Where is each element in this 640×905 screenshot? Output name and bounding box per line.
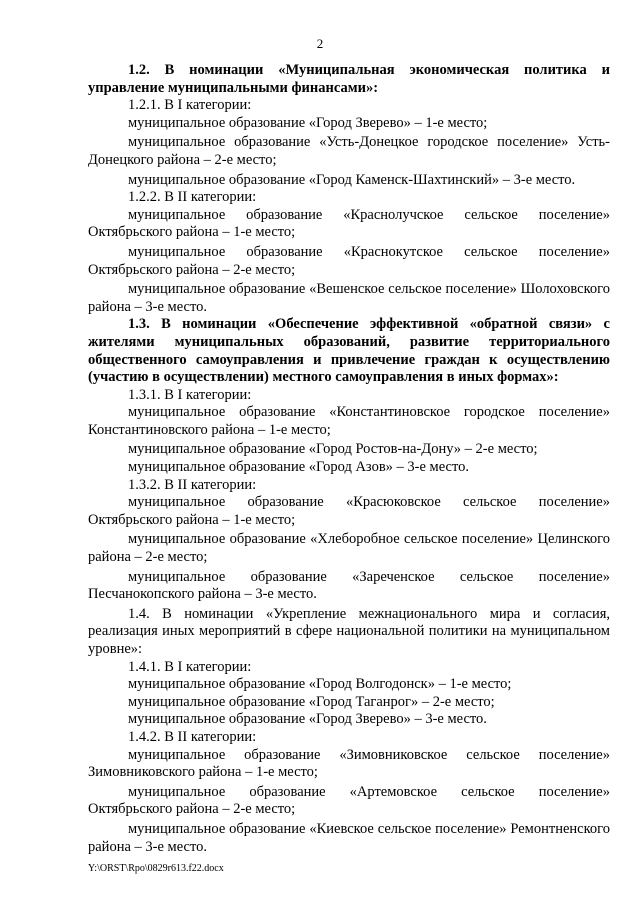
list-item: муниципальное образование «Вешенское сельское поселение» Шолоховского района – 3-е место. (88, 281, 610, 315)
list-item: муниципальное образование «Зареченское сельское поселение» Песчанокопского района – 3-е место. (88, 568, 610, 603)
category-1-4-2: 1.4.2. В II категории: (128, 728, 257, 745)
list-item: муниципальное образование «Краснолучское сельское поселение» Октябрьского района – 1-е место; (88, 206, 610, 241)
list-item: муниципальное образование «Краснокутское сельское поселение» Октябрьского района – 2-е место; (88, 243, 610, 278)
list-item: муниципальное образование «Зимовниковское сельское поселение» Зимовниковского района – 1-е место; (88, 746, 610, 781)
document-body (88, 62, 610, 856)
list-item: муниципальное образование «Город Ростов-на-Дону» – 2-е место; (128, 441, 538, 458)
category-1-2-2: 1.2.2. В II категории: (128, 189, 257, 206)
list-item: муниципальное образование «Город Волгодонск» – 1-е место; (128, 676, 512, 693)
category-1-2-1: 1.2.1. В I категории: (128, 97, 252, 114)
file-path-footer: Y:\ORST\Rpo\0829r613.f22.docx (88, 863, 224, 874)
list-item: муниципальное образование «Константиновское городское поселение» Константиновского района – 1-е место; (88, 404, 610, 438)
nomination-1-2-heading: 1.2. В номинации «Муниципальная экономическая политика и управление муниципальными финансами»: (88, 62, 610, 96)
list-item: муниципальное образование «Хлеборобное сельское поселение» Целинского района – 2-е место; (88, 531, 610, 566)
category-1-4-1: 1.4.1. В I категории: (128, 658, 252, 675)
list-item: муниципальное образование «Город Каменск-Шахтинский» – 3-е место. (128, 171, 576, 188)
list-item: муниципальное образование «Артемовское сельское поселение» Октябрьского района – 2-е место; (88, 783, 610, 818)
page-number: 2 (316, 36, 324, 51)
nomination-1-4-heading: 1.4. В номинации «Укрепление межнационального мира и согласия, реализация иных мероприятий в сфере национальной политики на муниципальном уровне»: (88, 605, 610, 657)
list-item: муниципальное образование «Красюковское сельское поселение» Октябрьского района – 1-е место; (88, 494, 610, 528)
list-item: муниципальное образование «Город Азов» – 3-е место. (128, 459, 469, 476)
list-item: муниципальное образование «Киевское сельское поселение» Ремонтненского района – 3-е место. (88, 820, 610, 855)
list-item: муниципальное образование «Усть-Донецкое городское поселение» Усть-Донецкого района – 2-е место; (88, 134, 610, 168)
nomination-1-3-heading: 1.3. В номинации «Обеспечение эффективной «обратной связи» с жителями муниципальных образований, развитие территориального общественного самоуправления и привлечение граждан к осуществлению (участию в осуществлении) местного самоуправления в иных формах»: (88, 316, 610, 386)
list-item: муниципальное образование «Город Зверево» – 3-е место. (128, 711, 487, 728)
list-item: муниципальное образование «Город Зверево» – 1-е место; (128, 114, 488, 131)
category-1-3-1: 1.3.1. В I категории: (128, 386, 252, 403)
category-1-3-2: 1.3.2. В II категории: (128, 476, 257, 493)
list-item: муниципальное образование «Город Таганрог» – 2-е место; (128, 693, 495, 710)
